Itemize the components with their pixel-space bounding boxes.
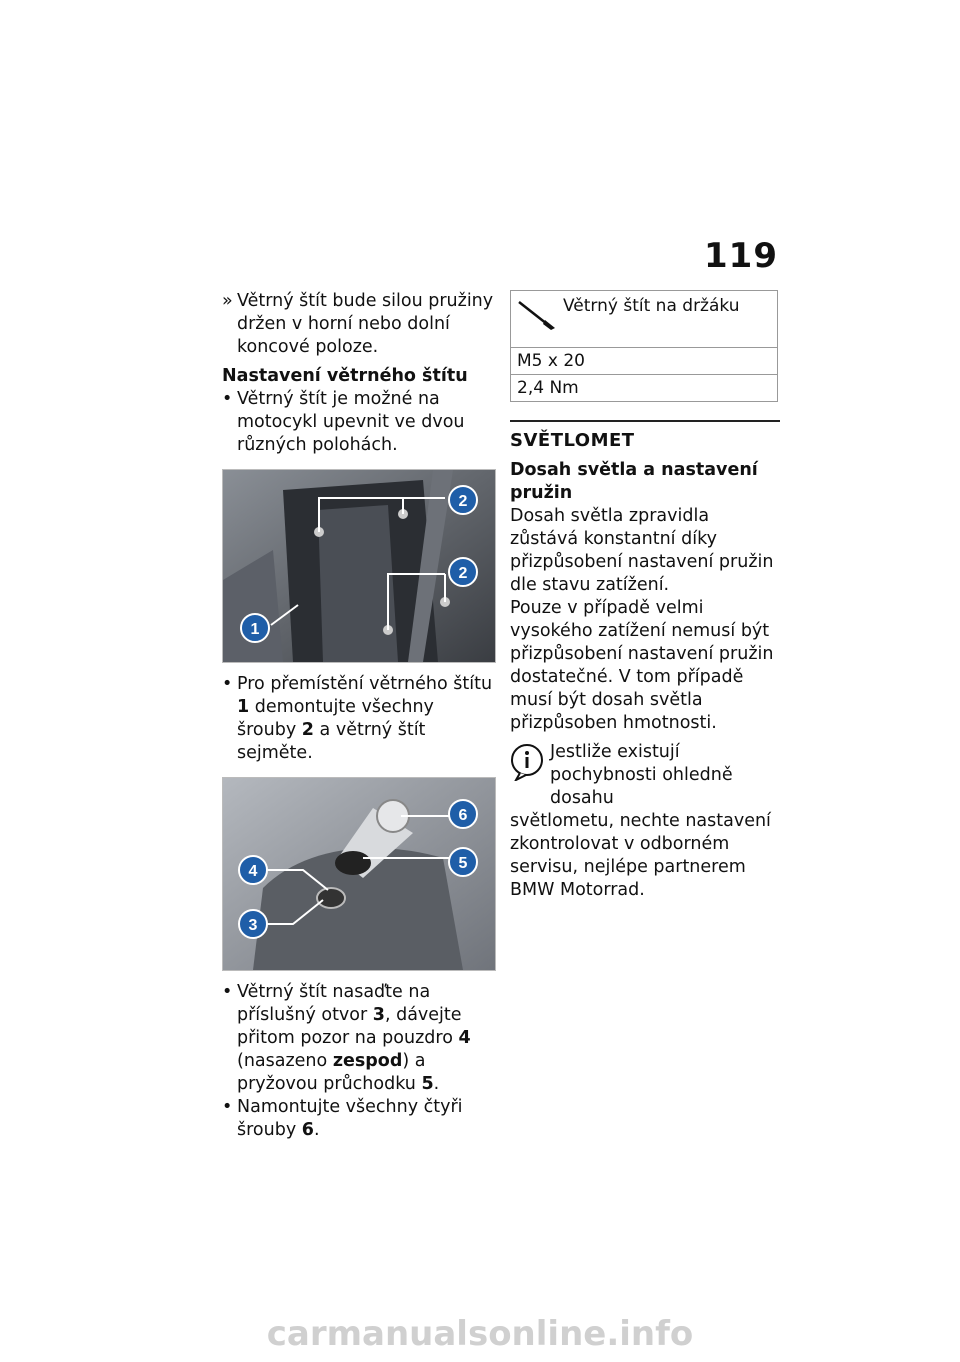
callout-label: 2	[458, 493, 468, 510]
info-text: Jestliže existují pochybnosti ohledně dosahu	[550, 742, 733, 808]
callout-label: 3	[248, 917, 258, 934]
bullet-item	[222, 673, 494, 765]
figure-assembly	[222, 777, 496, 971]
emphasis: zespod	[332, 1051, 403, 1071]
spec-header	[511, 291, 778, 348]
windshield-photo	[223, 470, 495, 662]
spec-torque: 2,4 Nm	[511, 375, 778, 402]
text-run: Pro přemístění větrného štítu	[237, 674, 493, 694]
paragraph: Dosah světla zpravidla zůstává konstantní díky přizpůsobení nastavení pružin dle stavu zatížení.	[510, 506, 774, 595]
paragraph: Pouze v případě velmi vysokého zatížení nemusí být přizpůsobení nastavení pružin dostatečné. V tom případě musí být dosah světla přizpůsoben hmotnosti.	[510, 598, 774, 733]
text-run: (nasazeno	[237, 1051, 328, 1071]
info-icon	[510, 743, 544, 781]
spec-size: M5 x 20	[511, 348, 778, 375]
right-column	[510, 290, 780, 902]
wrench-icon	[517, 296, 557, 330]
ref-number: 6	[301, 1120, 314, 1140]
section-divider	[510, 420, 780, 422]
ref-number: 1	[237, 697, 250, 717]
section-title: SVĚTLOMET	[510, 430, 635, 451]
bullet-item	[222, 981, 494, 1096]
intro-text: » Větrný štít bude silou pružiny držen v horní nebo dolní koncové poloze.	[222, 290, 494, 359]
text-run: Namontujte všechny čtyři šrouby	[237, 1097, 463, 1140]
left-column	[222, 290, 494, 1142]
info-text: světlometu, nechte nastavení zkontrolovat v odborném servisu, nejlépe partnerem BMW Motorrad.	[510, 811, 771, 900]
bolt-assembly-photo	[223, 778, 495, 970]
callout-label: 1	[250, 621, 260, 638]
text-run: , dávejte přitom pozor na pouzdro	[237, 1005, 462, 1048]
callout-label: 2	[458, 565, 468, 582]
figure-screws	[222, 469, 496, 663]
callout-label: 5	[458, 855, 468, 872]
text-run: demontujte všechny šrouby	[237, 697, 434, 740]
text-run: ) a pryžovou průchodku	[237, 1051, 426, 1094]
callout-label: 6	[458, 807, 468, 824]
info-note	[510, 741, 780, 902]
text-run: Větrný štít nasaďte na příslušný otvor	[237, 982, 431, 1025]
ref-number: 3	[372, 1005, 385, 1025]
callout-label: 4	[248, 863, 258, 880]
torque-spec-table	[510, 290, 778, 402]
text-run: .	[313, 1120, 320, 1140]
bullet-item: • Větrný štít je možné na motocykl upevnit ve dvou různých polohách.	[222, 388, 494, 457]
ref-number: 4	[458, 1028, 471, 1048]
section-heading: Nastavení větrného štítu	[222, 366, 468, 386]
watermark: carmanualsonline.info	[266, 1314, 694, 1354]
ref-number: 5	[421, 1074, 434, 1094]
bullet-item	[222, 1096, 494, 1142]
ref-number: 2	[301, 720, 314, 740]
page-number: 119	[704, 236, 778, 276]
text-run: a větrný štít sejměte.	[237, 720, 426, 763]
text-run: .	[433, 1074, 440, 1094]
spec-title: Větrný štít na držáku	[563, 296, 740, 316]
subheading: Dosah světla a nastavení pružin	[510, 460, 758, 503]
